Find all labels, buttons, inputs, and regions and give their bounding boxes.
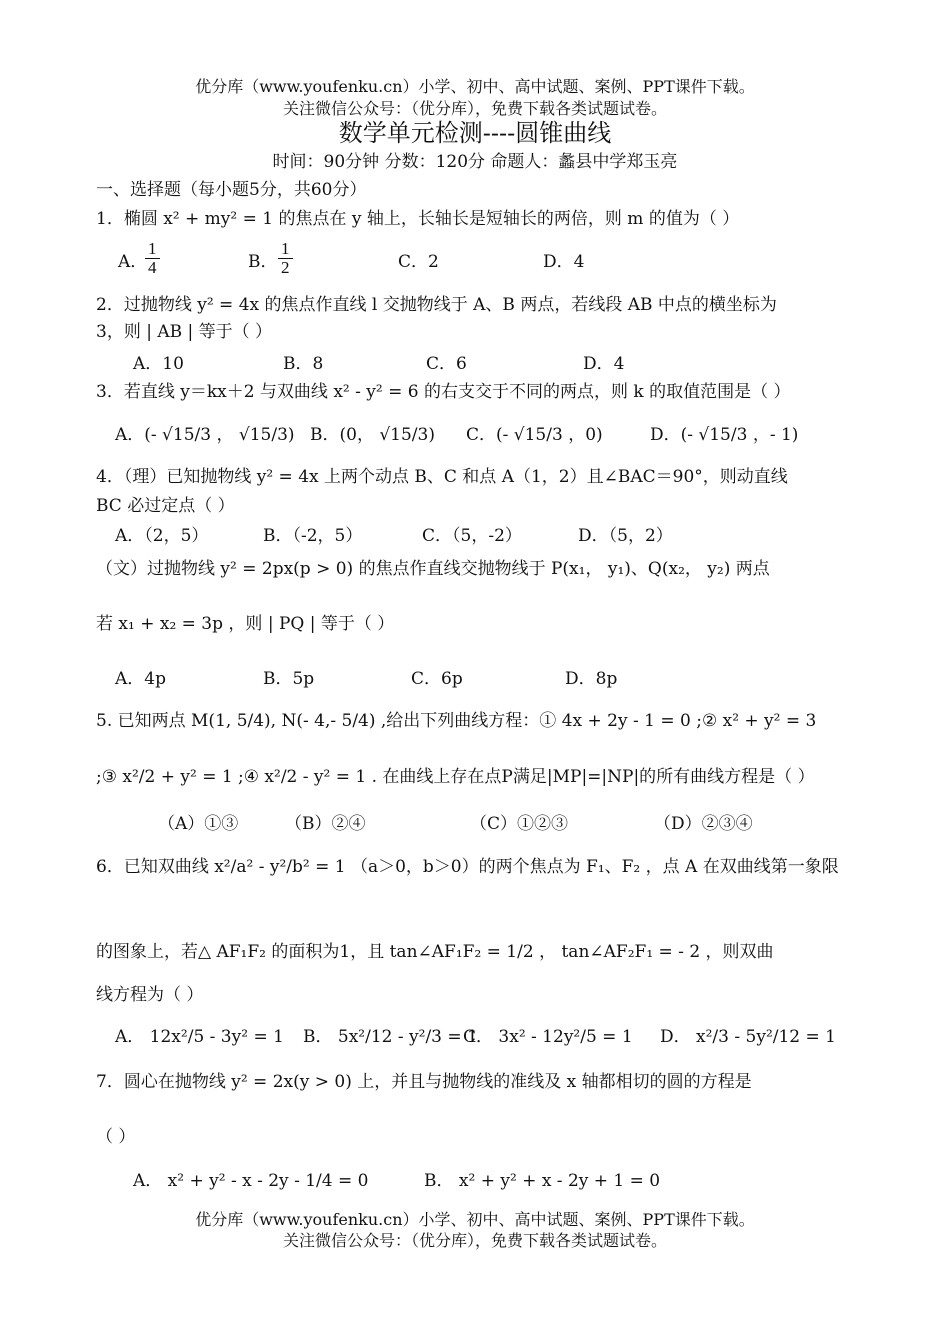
header-line-2: 关注微信公众号：（优分库），免费下载各类试题试卷。 xyxy=(282,99,667,118)
q1-stem: 1．椭圆 x² + my² = 1 的焦点在 y 轴上，长轴长是短轴长的两倍，则 m 的值为（ ） xyxy=(96,209,740,229)
q1-option-a-fraction xyxy=(145,240,160,277)
q1-option-b-fraction xyxy=(278,240,293,277)
q5-option-b: （B）②④ xyxy=(285,814,366,834)
q7-stem-line-2: （ ） xyxy=(96,1127,136,1147)
q4-option-a: A．（2，5） xyxy=(115,526,209,546)
q5-stem-line-2: ;③ x²/2 + y² = 1 ;④ x²/2 - y² = 1 . 在曲线上存在点P满足|MP|=|NP|的所有曲线方程是（ ） xyxy=(96,767,815,787)
q2-option-d: D．4 xyxy=(583,354,625,374)
q3-option-a: A．(- √15/3 ， √15/3) xyxy=(115,425,295,445)
q4-wen-option-a: A．4p xyxy=(115,669,166,689)
q2-stem-line-2: 3，则 | AB | 等于（ ） xyxy=(96,322,273,342)
q5-option-d: （D）②③④ xyxy=(654,814,753,834)
q7-option-a: A． x² + y² - x - 2y - 1/4 = 0 xyxy=(133,1171,369,1191)
q1-option-a-label: A． xyxy=(118,252,148,272)
q6-stem-line-1: 6．已知双曲线 x²/a² - y²/b² = 1 （a＞0，b＞0）的两个焦点为 F₁、F₂ ，点 A 在双曲线第一象限 xyxy=(96,857,839,877)
q6-option-b: B． 5x²/12 - y²/3 = 1 xyxy=(303,1027,478,1047)
q3-option-d: D．(- √15/3 ，- 1) xyxy=(650,425,799,445)
exam-subtitle: 时间：90分钟 分数：120分 命题人：蠡县中学郑玉亮 xyxy=(272,152,678,172)
section-heading: 一、选择题（每小题5分，共60分） xyxy=(96,180,367,200)
q3-option-c: C．(- √15/3 ，0) xyxy=(466,425,603,445)
q2-option-b: B．8 xyxy=(283,354,324,374)
page-title: 数学单元检测----圆锥曲线 xyxy=(338,119,612,147)
header-line-1: 优分库（www.youfenku.cn）小学、初中、高中试题、案例、PPT课件下载。 xyxy=(195,77,755,96)
q1-option-b-denominator: 2 xyxy=(278,258,293,277)
q2-stem-line-1: 2．过抛物线 y² = 4x 的焦点作直线 l 交抛物线于 A、B 两点，若线段 AB 中点的横坐标为 xyxy=(96,295,777,315)
q2-option-a: A．10 xyxy=(133,354,184,374)
q1-option-c: C．2 xyxy=(398,252,439,272)
footer-line-1: 优分库（www.youfenku.cn）小学、初中、高中试题、案例、PPT课件下载。 xyxy=(195,1210,755,1229)
q3-stem: 3．若直线 y＝kx＋2 与双曲线 x² - y² = 6 的右支交于不同的两点，则 k 的取值范围是（ ） xyxy=(96,382,791,402)
q6-stem-line-3: 线方程为（ ） xyxy=(96,985,204,1005)
q4-wen-stem-line-1: （文）过抛物线 y² = 2px(p > 0) 的焦点作直线交抛物线于 P(x₁， y₁)、Q(x₂， y₂) 两点 xyxy=(96,559,770,579)
q4-stem-line-2: BC 必过定点（ ） xyxy=(96,496,235,516)
q2-option-c: C．6 xyxy=(426,354,467,374)
q4-option-d: D．（5，2） xyxy=(578,526,673,546)
q4-option-b: B．（-2，5） xyxy=(263,526,363,546)
q4-wen-option-d: D．8p xyxy=(565,669,618,689)
q5-stem-line-1: 5. 已知两点 M(1, 5/4), N(- 4,- 5/4) ,给出下列曲线方程：① 4x + 2y - 1 = 0 ;② x² + y² = 3 xyxy=(96,711,817,731)
q7-option-b: B． x² + y² + x - 2y + 1 = 0 xyxy=(424,1171,661,1191)
q4-stem-line-1: 4．（理）已知抛物线 y² = 4x 上两个动点 B、C 和点 A（1，2）且∠BAC＝90°，则动直线 xyxy=(96,467,788,487)
q4-option-c: C．（5，-2） xyxy=(422,526,522,546)
q3-option-b: B．(0， √15/3) xyxy=(310,425,435,445)
q1-option-a-denominator: 4 xyxy=(145,258,160,277)
footer-line-2: 关注微信公众号：（优分库），免费下载各类试题试卷。 xyxy=(282,1231,667,1250)
q6-option-a: A． 12x²/5 - 3y² = 1 xyxy=(115,1027,284,1047)
q6-option-d: D． x²/3 - 5y²/12 = 1 xyxy=(660,1027,836,1047)
q6-option-c: C． 3x² - 12y²/5 = 1 xyxy=(463,1027,633,1047)
q1-option-d: D．4 xyxy=(543,252,585,272)
q4-wen-option-c: C．6p xyxy=(411,669,463,689)
q7-stem-line-1: 7．圆心在抛物线 y² = 2x(y > 0) 上，并且与抛物线的准线及 x 轴都相切的圆的方程是 xyxy=(96,1072,752,1092)
q6-stem-line-2: 的图象上，若△ AF₁F₂ 的面积为1，且 tan∠AF₁F₂ = 1/2 ， tan∠AF₂F₁ = - 2 ，则双曲 xyxy=(96,942,774,962)
q1-option-b-label: B． xyxy=(248,252,278,272)
q5-option-c: （C）①②③ xyxy=(470,814,569,834)
q1-option-a-numerator: 1 xyxy=(148,239,157,258)
q1-option-b-numerator: 1 xyxy=(281,239,290,258)
q4-wen-option-b: B．5p xyxy=(263,669,315,689)
q5-option-a: （A）①③ xyxy=(158,814,239,834)
q4-wen-stem-line-2: 若 x₁ + x₂ = 3p ，则 | PQ | 等于（ ） xyxy=(96,614,395,634)
